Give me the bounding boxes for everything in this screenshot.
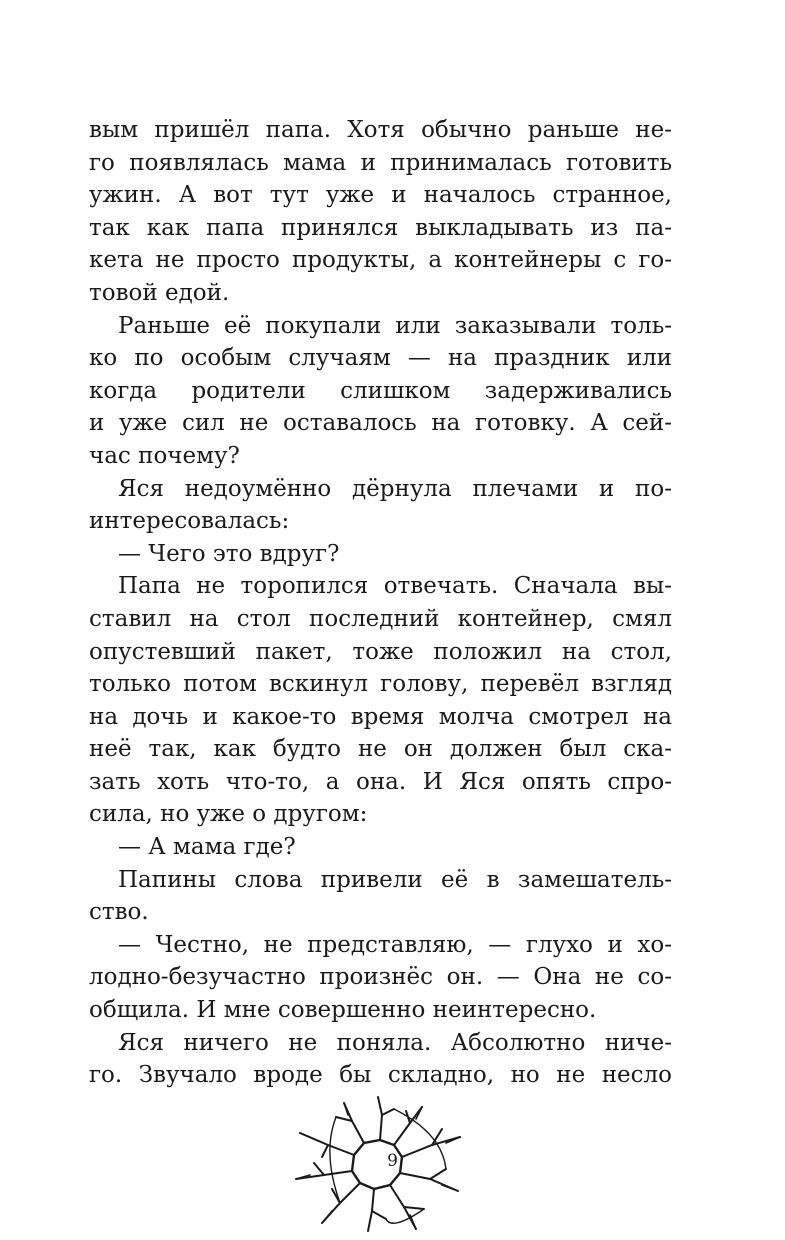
text-line: сила, но уже о другом: (89, 801, 368, 828)
text-line: ставил на стол последний контейнер, смял (89, 605, 672, 632)
text-line: вым пришёл папа. Хотя обычно раньше не- (89, 117, 672, 143)
text-line: зать хоть что-то, а она. И Яся опять спро- (89, 768, 672, 795)
text-line: кета не просто продукты, а контейнеры с го- (89, 247, 672, 274)
text-line: час почему? (89, 442, 240, 469)
text-line: и уже сил не оставалось на готовку. А сей- (89, 410, 672, 437)
text-line: когда родители слишком задерживались (89, 377, 672, 404)
page-number: 9 (387, 1151, 398, 1171)
text-line: ко по особым случаям — на праздник или (89, 345, 672, 372)
dialogue-line: — А мама где? (118, 834, 296, 861)
text-line: на дочь и какое-то время молча смотрел на (89, 703, 672, 730)
text-line: го появлялась мама и принималась готовить (89, 149, 672, 176)
text-line: товой едой. (89, 279, 230, 306)
dialogue-line: — Честно, не представляю, — глухо и хо- (118, 931, 672, 958)
text-line: только потом вскинул голову, перевёл взгляд (89, 671, 672, 698)
text-line: го. Звучало вроде бы складно, но не несло (89, 1062, 672, 1089)
dialogue-line: — Чего это вдруг? (118, 540, 340, 567)
text-line: ужин. А вот тут уже и началось странное, (89, 182, 672, 209)
text-line: Папины слова привели её в замешатель- (118, 866, 672, 893)
text-line: Яся ничего не поняла. Абсолютно ниче- (118, 1029, 672, 1056)
text-line: Раньше её покупали или заказывали толь- (118, 312, 672, 339)
text-line: ство. (89, 899, 149, 926)
text-line: интересовалась: (89, 508, 290, 535)
text-line: опустевший пакет, тоже положил на стол, (89, 638, 672, 665)
text-line: Папа не торопился отвечать. Сначала вы- (118, 573, 672, 600)
body-text (89, 114, 672, 1092)
dialogue-line: лодно-безучастно произнёс он. — Она не со- (89, 964, 672, 991)
text-line: неё так, как будто не он должен был ска- (89, 736, 672, 763)
text-line: так как папа принялся выкладывать из па- (89, 214, 672, 241)
text-line: Яся недоумённо дёрнула плечами и по- (118, 475, 672, 502)
dialogue-line: общила. И мне совершенно неинтересно. (89, 997, 597, 1024)
